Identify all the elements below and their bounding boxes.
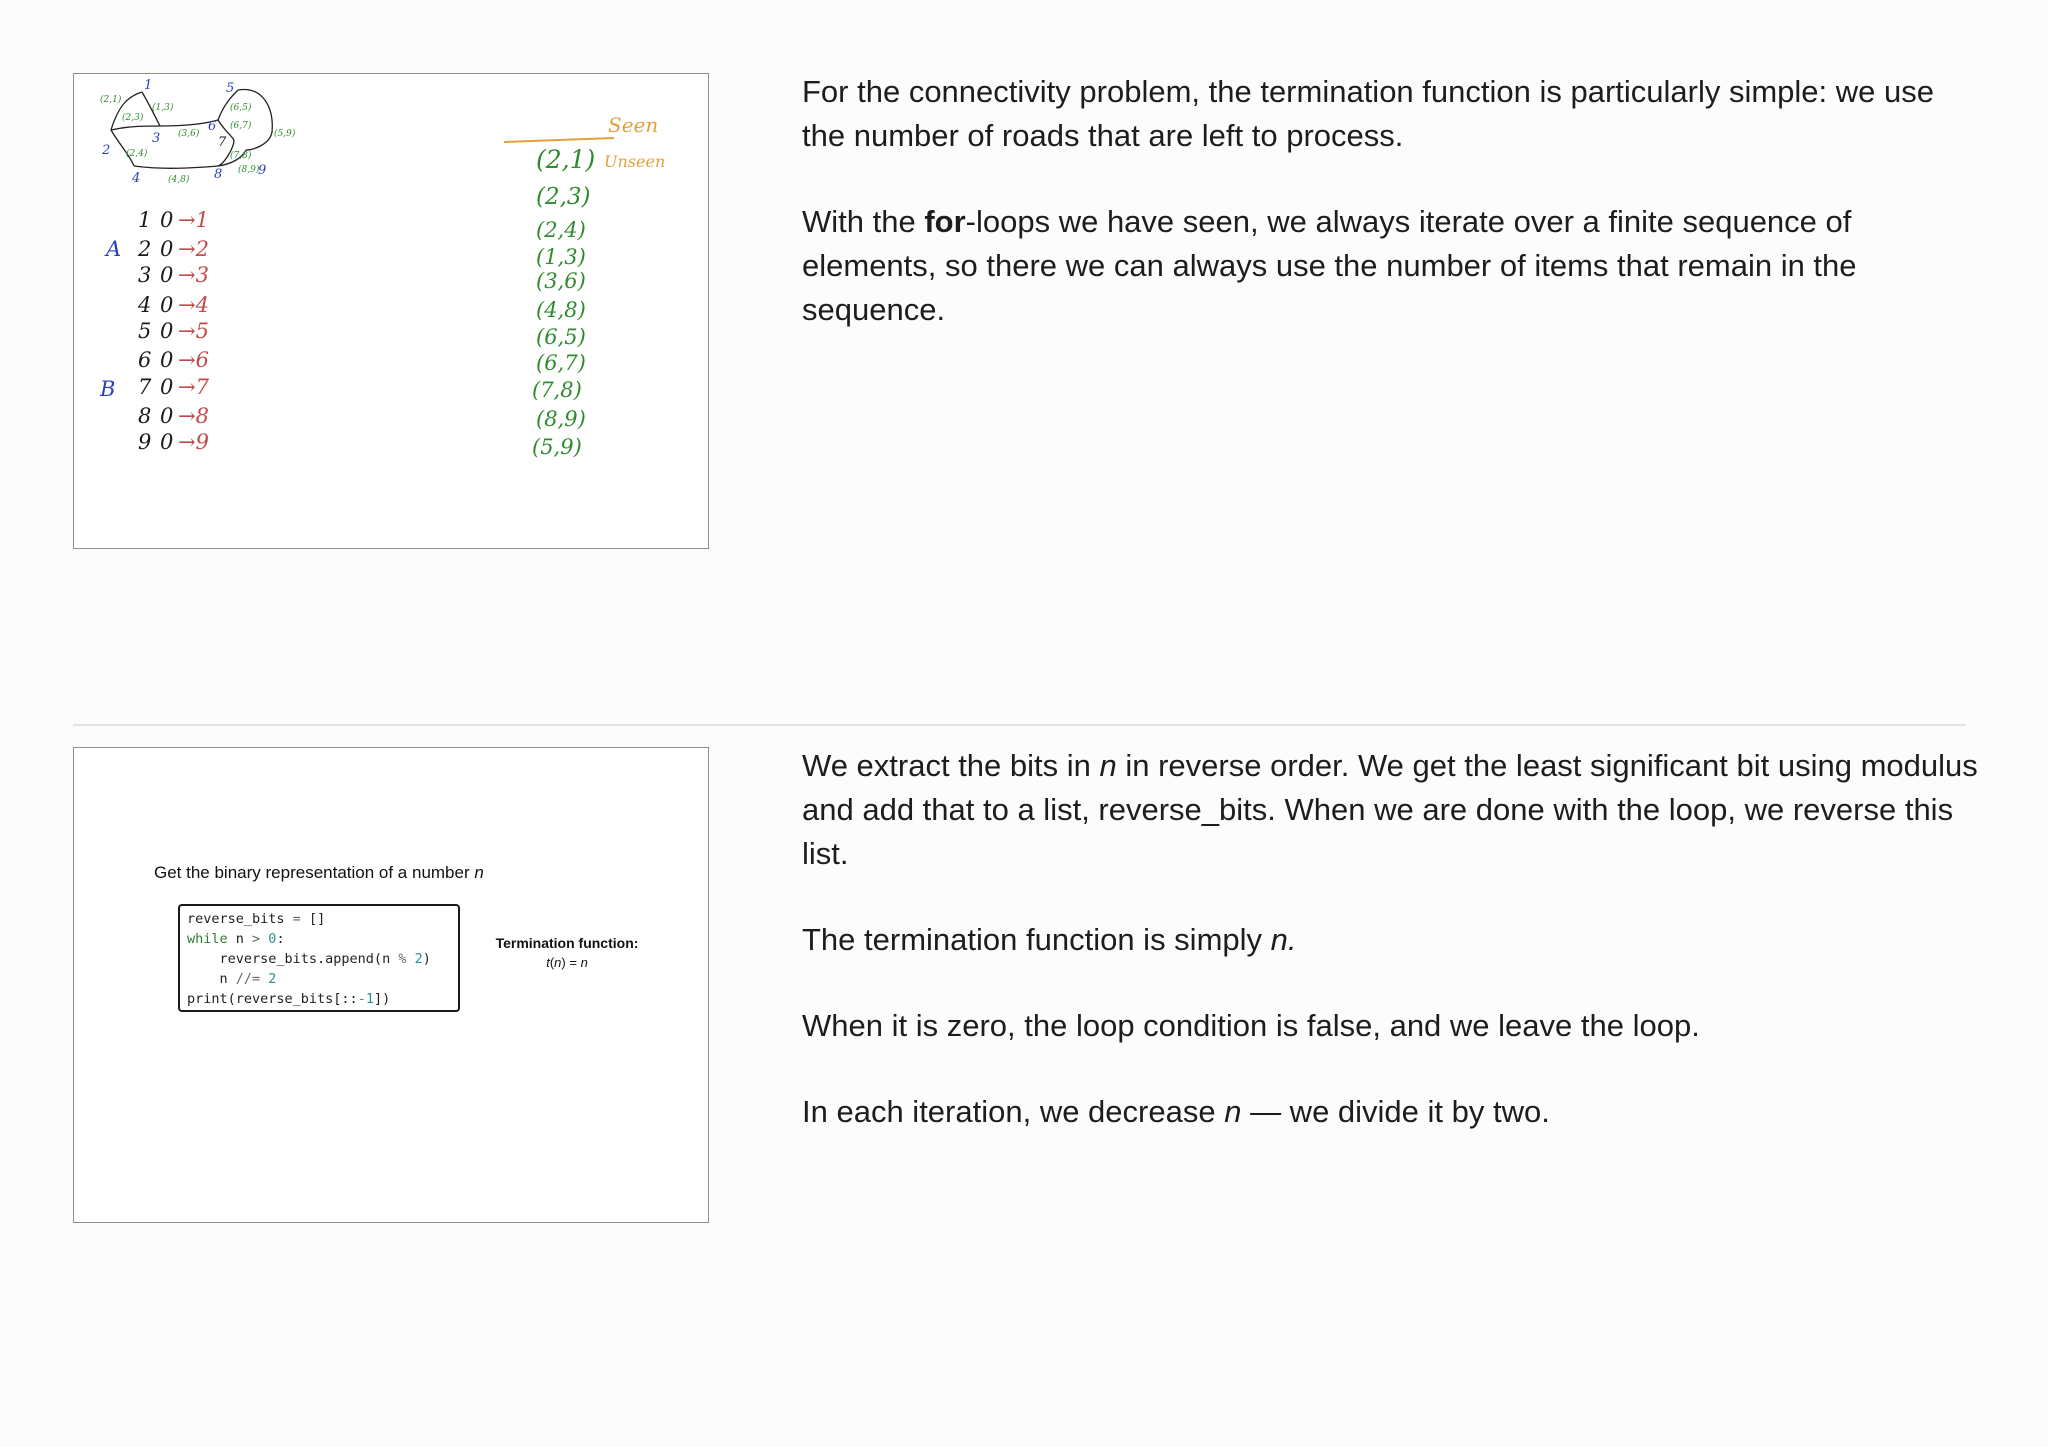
notes-paragraph: When it is zero, the loop condition is false, and we leave the loop. xyxy=(802,1008,1700,1043)
graph-node-1: 1 xyxy=(144,78,153,93)
list-item: (2,1) xyxy=(536,145,596,174)
svg-text:→8: →8 xyxy=(178,404,209,428)
table-row xyxy=(138,208,209,232)
list-item: (1,3) xyxy=(536,245,586,269)
list-item: (2,3) xyxy=(536,184,591,210)
list-item: (3,6) xyxy=(536,269,586,293)
svg-text:(2,3): (2,3) xyxy=(122,113,144,123)
svg-text:0: 0 xyxy=(160,375,174,399)
code-line: print(reverse_bits[::-1]) xyxy=(187,991,391,1007)
svg-text:B: B xyxy=(100,377,116,401)
svg-text:0: 0 xyxy=(160,208,174,232)
graph-node-4: 4 xyxy=(132,171,141,186)
table-row xyxy=(104,237,209,261)
graph-node-6: 6 xyxy=(208,119,217,134)
svg-text:5: 5 xyxy=(138,319,152,343)
svg-text:→4: →4 xyxy=(178,293,209,317)
component-table xyxy=(99,208,210,454)
svg-text:A: A xyxy=(106,237,122,261)
termination-function-formula: t(n) = n xyxy=(546,955,588,970)
svg-text:(3,6): (3,6) xyxy=(178,129,200,139)
list-item: (8,9) xyxy=(536,407,586,431)
graph-node-5: 5 xyxy=(226,81,235,96)
svg-text:3: 3 xyxy=(138,263,152,287)
list-item: (2,4) xyxy=(536,218,586,242)
table-row xyxy=(138,348,209,372)
speaker-notes-connectivity xyxy=(802,70,1982,374)
svg-text:→6: →6 xyxy=(178,348,209,372)
svg-text:→7: →7 xyxy=(178,375,209,399)
for-keyword: for xyxy=(924,204,966,239)
speaker-notes-binary xyxy=(802,744,1982,1176)
svg-text:(8,9): (8,9) xyxy=(238,165,260,175)
svg-text:(2,4): (2,4) xyxy=(126,149,148,159)
svg-text:→5: →5 xyxy=(178,319,209,343)
svg-text:8: 8 xyxy=(138,404,152,428)
table-row xyxy=(138,263,209,287)
list-item: (6,7) xyxy=(536,351,586,375)
table-row xyxy=(138,319,209,343)
svg-text:(2,1): (2,1) xyxy=(100,95,122,105)
graph-node-9: 9 xyxy=(258,163,267,178)
graph-edge-labels xyxy=(100,94,296,185)
list-item: (4,8) xyxy=(536,298,586,322)
svg-text:(6,5): (6,5) xyxy=(230,103,252,113)
unseen-edge-list xyxy=(532,145,595,459)
table-row xyxy=(138,430,209,454)
unseen-label: Unseen xyxy=(604,152,666,171)
notes-paragraph: The termination function is simply n. xyxy=(802,922,1297,957)
list-item: (6,5) xyxy=(536,325,586,349)
slide-thumbnail-connectivity xyxy=(73,73,709,549)
svg-text:(5,9): (5,9) xyxy=(274,129,296,139)
termination-function-label: Termination function: xyxy=(495,935,639,951)
svg-text:6: 6 xyxy=(138,348,152,372)
svg-text:0: 0 xyxy=(160,263,174,287)
svg-text:(4,8): (4,8) xyxy=(168,175,190,185)
notes-paragraph: In each iteration, we decrease n — we divide it by two. xyxy=(802,1094,1550,1129)
svg-text:→2: →2 xyxy=(178,237,209,261)
svg-text:→9: →9 xyxy=(178,430,209,454)
code-line: reverse_bits.append(n % 2) xyxy=(187,951,431,967)
table-row xyxy=(138,404,209,428)
svg-text:4: 4 xyxy=(138,293,152,317)
table-row xyxy=(137,293,209,317)
graph-node-2: 2 xyxy=(102,143,111,158)
table-row xyxy=(99,375,210,401)
code-block xyxy=(178,904,460,1012)
svg-text:7: 7 xyxy=(138,375,152,399)
seen-label: Seen xyxy=(608,113,659,137)
notes-paragraph: For the connectivity problem, the termination function is particularly simple: we use the number of roads that are left to process. xyxy=(802,74,1934,153)
code-line: while n > 0: xyxy=(187,931,285,947)
list-item: (7,8) xyxy=(532,378,582,402)
svg-text:0: 0 xyxy=(160,293,174,317)
graph-node-8: 8 xyxy=(214,167,223,182)
code-line: reverse_bits = [] xyxy=(187,911,326,927)
handwritten-sketch xyxy=(74,74,709,549)
graph-node-3: 3 xyxy=(152,131,161,146)
slide-thumbnail-binary xyxy=(73,747,709,1223)
svg-text:0: 0 xyxy=(160,319,174,343)
section-divider xyxy=(73,724,1966,726)
code-line: n //= 2 xyxy=(187,971,277,987)
svg-text:1: 1 xyxy=(138,208,152,232)
svg-text:0: 0 xyxy=(160,237,174,261)
slide-title: Get the binary representation of a number n xyxy=(154,863,484,882)
svg-text:0: 0 xyxy=(160,430,174,454)
svg-text:(7,8): (7,8) xyxy=(230,151,252,161)
svg-text:9: 9 xyxy=(138,430,152,454)
svg-text:→3: →3 xyxy=(178,263,209,287)
svg-text:(1,3): (1,3) xyxy=(152,103,174,113)
notes-paragraph: With the for-loops we have seen, we always iterate over a finite sequence of elements, so there we can always use the number of items that remain in the sequence. xyxy=(802,204,1857,327)
svg-text:0: 0 xyxy=(160,348,174,372)
seen-divider-line xyxy=(504,138,614,142)
svg-text:→1: →1 xyxy=(178,208,209,232)
graph-node-7: 7 xyxy=(218,135,227,150)
notes-paragraph: We extract the bits in n in reverse order. We get the least significant bit using modulus and add that to a list, reverse_bits. When we are done with the loop, we reverse this list. xyxy=(802,748,1978,871)
list-item: (5,9) xyxy=(532,435,582,459)
svg-text:(6,7): (6,7) xyxy=(230,121,252,131)
svg-text:0: 0 xyxy=(160,404,174,428)
svg-text:2: 2 xyxy=(138,237,152,261)
